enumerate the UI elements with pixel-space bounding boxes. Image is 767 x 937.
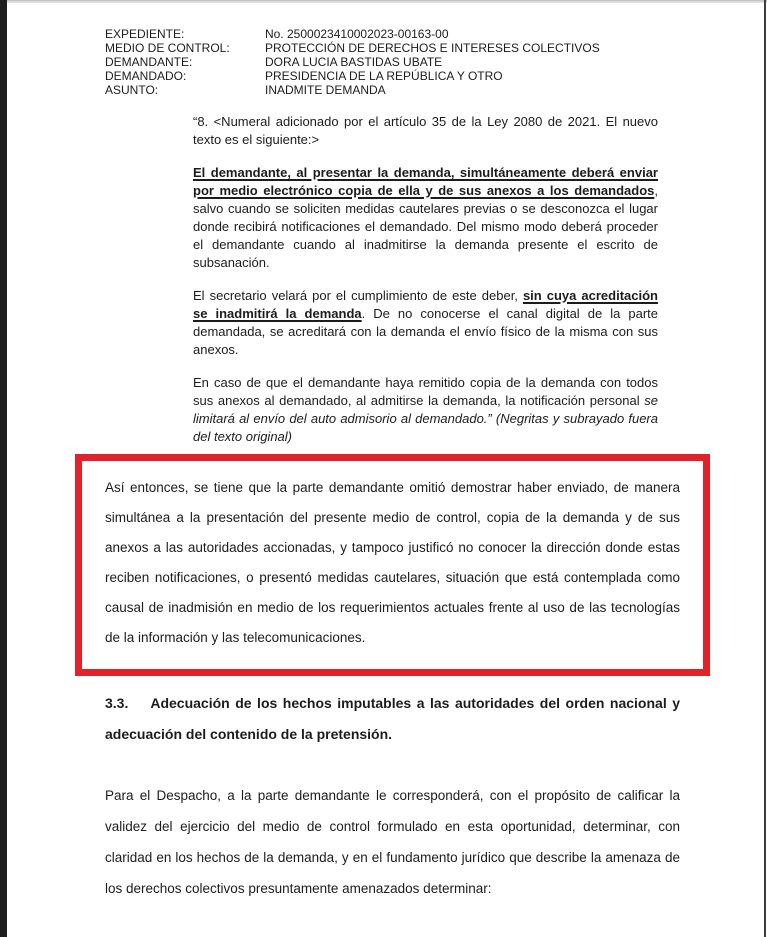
case-field-expediente [105,27,680,41]
page-edge-top [0,0,767,3]
quote-paragraph-2 [193,164,658,272]
quote-bold-underlined-text: sin cuya acreditación se inadmitirá la demanda [193,288,659,321]
case-field-value: INADMITE DEMANDA [265,83,386,97]
page-edge-left [0,0,7,937]
case-field-label: MEDIO DE CONTROL: [105,41,230,55]
case-field-label: DEMANDANTE: [105,55,193,69]
case-field-label: ASUNTO: [105,83,159,97]
quote-text: “8. <Numeral adicionado por el artículo 35 de la Ley 2080 de 2021. El nuevo texto es el siguiente:> [193,114,658,147]
section-heading [105,688,680,750]
quote-italic-text: se limitará al envío del auto admisorio al demandado.” (Negritas y subrayado fuera del texto original) [193,393,658,444]
case-field-value: No. 2500023410002023-00163-00 [265,27,449,41]
highlighted-paragraph: Así entonces, se tiene que la parte demandante omitió demostrar haber enviado, de manera simultánea a la presentación del presente medio de control, copia de la demanda y de sus anexos a las autoridades accionadas, y tampoco justificó no conocer la dirección donde estas reciben notificaciones, o presentó medidas cautelares, situación que está contemplada como causal de inadmisión en medio de los requerimientos actuales frente al uso de las tecnologías de la información y las telecomunicaciones. [105,480,680,645]
quote-paragraph-4 [193,374,658,446]
quote-text: . De no conocerse el canal digital de la parte demandada, se acreditará con la demanda el envío físico de la misma con sus anexos. [193,306,659,357]
page-edge-right [764,0,766,937]
legal-quote-block [193,113,658,446]
section-number: 3.3. [105,695,129,711]
case-field-label: DEMANDADO: [105,69,187,83]
body-paragraph: Para el Despacho, a la parte demandante le corresponderá, con el propósito de calificar la validez del ejercicio del medio de control formulado en esta oportunidad, determinar, con claridad en los hechos de la demanda, y en el fundamento jurídico que describe la amenaza de los derechos colectivos presuntamente amenazados determinar: [105,788,680,896]
highlight-annotation-box [75,454,710,676]
case-field-medio-de-control [105,41,680,55]
case-field-asunto [105,83,680,97]
case-field-value: PROTECCIÓN DE DERECHOS E INTERESES COLECTIVOS [265,41,600,55]
case-field-label: EXPEDIENTE: [105,27,185,41]
case-field-value: DORA LUCIA BASTIDAS UBATE [265,55,443,69]
quote-paragraph-1 [193,113,658,149]
section-title: Adecuación de los hechos imputables a las autoridades del orden nacional y adecuación del contenido de la pretensión. [105,695,680,742]
quote-text: El secretario velará por el cumplimiento de este deber, [193,288,523,303]
case-header [105,27,680,97]
case-field-demandado [105,69,680,83]
quote-text: En caso de que el demandante haya remitido copia de la demanda con todos sus anexos al demandado, al admitirse la demanda, la notificación personal [193,375,658,408]
quote-bold-underlined-text: El demandante, al presentar la demanda, simultáneamente deberá enviar por medio electrónico copia de ella y de sus anexos a los demandados [193,165,658,198]
case-field-demandante [105,55,680,69]
case-field-value: PRESIDENCIA DE LA REPÚBLICA Y OTRO [265,69,503,83]
document-content [105,27,680,904]
quote-text: , salvo cuando se soliciten medidas cautelares previas o se desconozca el lugar donde recibirá notificaciones el demandado. Del mismo modo deberá proceder el demandante cuando al inadmitirse la demanda presente el escrito de subsanación. [193,183,658,270]
quote-paragraph-3 [193,287,658,359]
